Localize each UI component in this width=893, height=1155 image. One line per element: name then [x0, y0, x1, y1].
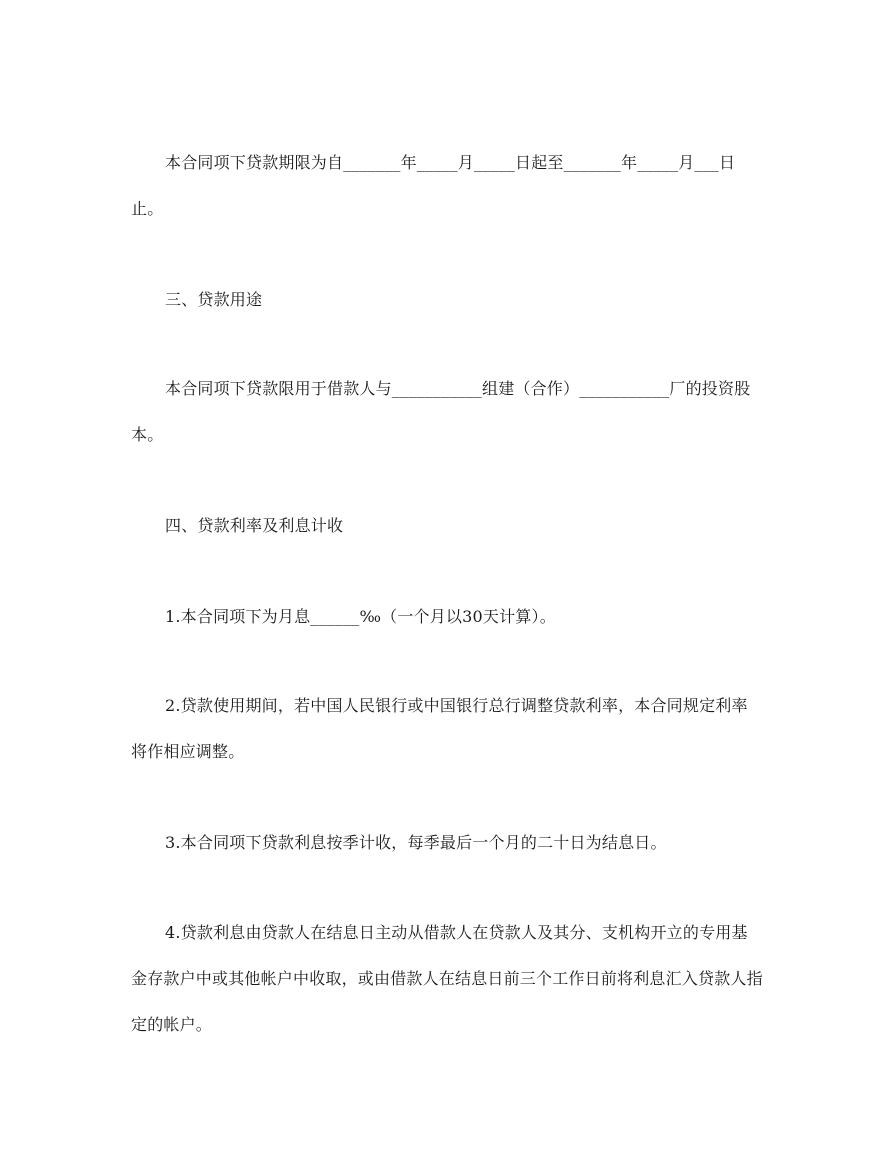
interest-clause-4: 4.贷款利息由贷款人在结息日主动从借款人在贷款人及其分、支机构开立的专用基金存款户中或其他帐户中收取，或由借款人在结息日前三个工作日前将利息汇入贷款人指定的帐户。	[131, 923, 763, 1034]
section-heading-interest: 四、贷款利率及利息计收	[165, 516, 344, 535]
interest-clause-2: 2.贷款使用期间，若中国人民银行或中国银行总行调整贷款利率，本合同规定利率将作相应调整。	[131, 696, 748, 761]
section-heading-loan-purpose: 三、贷款用途	[165, 290, 263, 309]
loan-purpose-paragraph: 本合同项下贷款限用于借款人与___________组建（合作）___________厂的投资股本。	[131, 379, 751, 444]
interest-clause-1: 1.本合同项下为月息______‰（一个月以30天计算）。	[165, 607, 556, 626]
loan-term-paragraph: 本合同项下贷款期限为自_______年_____月_____日起至_______年_____月___日止。	[131, 153, 736, 218]
interest-clause-3: 3.本合同项下贷款利息按季计收，每季最后一个月的二十日为结息日。	[165, 833, 667, 852]
